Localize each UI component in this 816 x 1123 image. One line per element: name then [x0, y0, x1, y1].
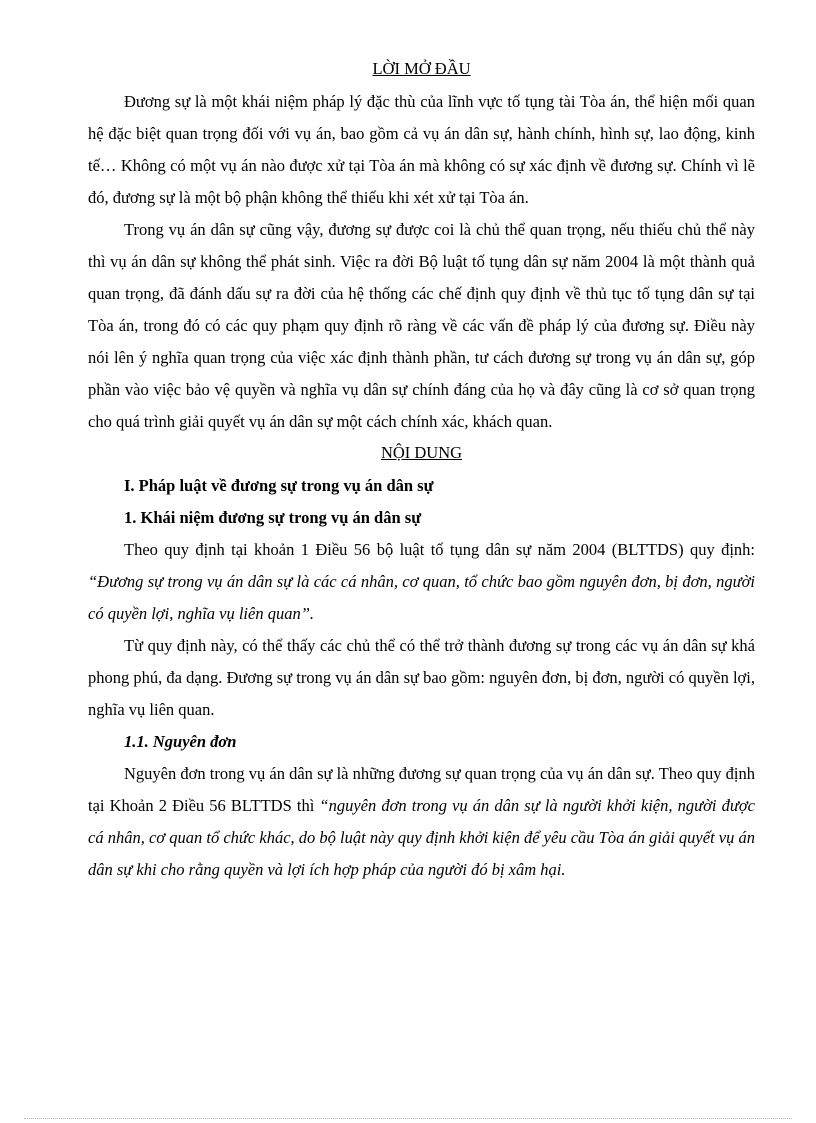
section-heading-1: I. Pháp luật về đương sự trong vụ án dân sự: [124, 476, 434, 495]
section-heading-1-1: 1. Khái niệm đương sự trong vụ án dân sự: [124, 508, 422, 527]
subsection-heading-plaintiff: 1.1. Nguyên đơn: [124, 732, 237, 751]
intro-paragraph-1: Đương sự là một khái niệm pháp lý đặc thù của lĩnh vực tố tụng tài Tòa án, thể hiện mối quan hệ đặc biệt quan trọng đối với vụ án, bao gồm cả vụ án dân sự, hành chính, hình sự, lao động, kinh tế… Không có một vụ án nào được xử tại Tòa án mà không có sự xác định về đương sự. Chính vì lẽ đó, đương sự là một bộ phận không thể thiếu khi xét xử tại Tòa án.: [88, 92, 755, 207]
definition-lead: Theo quy định tại khoản 1 Điều 56 bộ luật tố tụng dân sự năm 2004 (BLTTDS) quy định:: [124, 540, 755, 559]
parties-paragraph: Từ quy định này, có thể thấy các chủ thể có thể trở thành đương sự trong các vụ án dân sự khá phong phú, đa dạng. Đương sự trong vụ án dân sự bao gồm: nguyên đơn, bị đơn, người có quyền lợi, nghĩa vụ liên quan.: [88, 636, 755, 719]
document-page: [88, 56, 755, 886]
plaintiff-lead: Nguyên đơn trong vụ án dân sự là những đương sự quan trọng của vụ án dân sự. Theo quy định tại Khoản 2 Điều 56 BLTTDS thì: [88, 764, 755, 815]
plaintiff-paragraph: [88, 758, 755, 886]
definition-paragraph: [88, 534, 755, 630]
definition-quote: “Đương sự trong vụ án dân sự là các cá nhân, cơ quan, tổ chức bao gồm nguyên đơn, bị đơn, người có quyền lợi, nghĩa vụ liên quan”.: [88, 572, 755, 623]
plaintiff-quote: “nguyên đơn trong vụ án dân sự là người khởi kiện, người được cá nhân, cơ quan tổ chức khác, do bộ luật này quy định khởi kiện để yêu cầu Tòa án giải quyết vụ án dân sự khi cho rằng quyền và lợi ích hợp pháp của người đó bị xâm hại.: [88, 796, 755, 879]
intro-paragraph-2: Trong vụ án dân sự cũng vậy, đương sự được coi là chủ thể quan trọng, nếu thiếu chủ thể này thì vụ án dân sự không thể phát sinh. Việc ra đời Bộ luật tố tụng dân sự năm 2004 là một thành quả quan trọng, đã đánh dấu sự ra đời của hệ thống các chế định quy định về thủ tục tố tụng dân sự tại Tòa án, trong đó có các quy phạm quy định rõ ràng về các vấn đề pháp lý của đương sự. Điều này nói lên ý nghĩa quan trọng của việc xác định thành phần, tư cách đương sự trong vụ án dân sự, góp phần vào việc bảo vệ quyền và nghĩa vụ dân sự chính đáng của họ và đây cũng là cơ sở quan trọng cho quá trình giải quyết vụ án dân sự một cách chính xác, khách quan.: [88, 220, 755, 431]
page-bottom-divider: [24, 1118, 792, 1119]
content-title: NỘI DUNG: [380, 443, 463, 462]
intro-title: LỜI MỞ ĐẦU: [372, 59, 471, 78]
